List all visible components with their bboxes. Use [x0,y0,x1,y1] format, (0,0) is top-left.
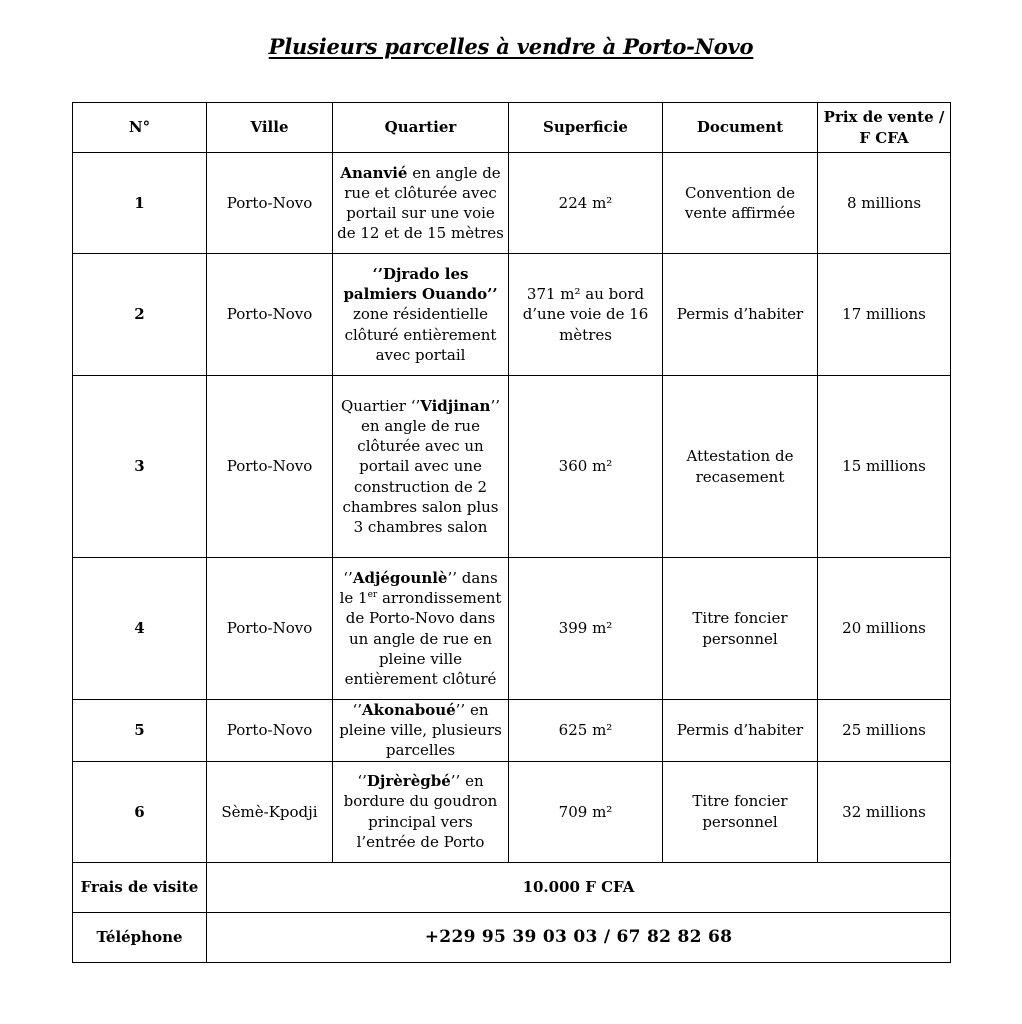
quartier-name: Djrèrègbé [366,772,451,791]
row-document: Convention de vente affirmée [663,153,818,254]
row-prix: 25 millions [818,700,951,762]
row-ville: Porto-Novo [207,558,333,700]
row-ville: Porto-Novo [207,153,333,254]
row-superficie: 360 m² [509,376,663,558]
row-document: Titre foncier personnel [663,761,818,862]
quartier-name: Adjégounlè [352,568,448,587]
quartier-name: Akonaboué [362,701,456,719]
quartier-prefix: ‘’ [343,568,353,587]
header-superficie: Superficie [509,103,663,153]
row-quartier [333,153,509,254]
table-row [73,558,951,700]
telephone-value: +229 95 39 03 03 / 67 82 82 68 [207,912,951,962]
header-num: N° [73,103,207,153]
quartier-name: Vidjinan [420,396,491,415]
row-num: 5 [73,700,207,762]
table-header-row [73,103,951,153]
table-row [73,761,951,862]
row-superficie: 224 m² [509,153,663,254]
row-num: 3 [73,376,207,558]
table-row [73,376,951,558]
row-ville: Porto-Novo [207,700,333,762]
ordinal-suffix: er [367,590,378,601]
quartier-name: ‘’Djrado les palmiers Ouando’’ [343,264,498,304]
table-row [73,153,951,254]
page-title: Plusieurs parcelles à vendre à Porto-Novo [268,34,754,59]
row-superficie: 399 m² [509,558,663,700]
telephone-label: Téléphone [73,912,207,962]
row-num: 6 [73,761,207,862]
frais-label: Frais de visite [73,862,207,912]
header-prix: Prix de vente / F CFA [818,103,951,153]
row-quartier [333,761,509,862]
quartier-middle: ’’ dans le 1 [339,568,498,608]
row-quartier [333,376,509,558]
quartier-prefix: Quartier ‘’ [340,396,421,415]
row-ville: Porto-Novo [207,376,333,558]
row-num: 4 [73,558,207,700]
quartier-prefix: ‘’ [352,701,363,719]
row-document: Attestation de recasement [663,376,818,558]
table-row [73,700,951,762]
quartier-name: Ananvié [340,163,408,182]
row-document: Permis d’habiter [663,700,818,762]
row-num: 2 [73,254,207,376]
table-row [73,254,951,376]
row-prix: 17 millions [818,254,951,376]
header-quartier: Quartier [333,103,509,153]
row-quartier [333,700,509,762]
row-quartier [333,558,509,700]
row-prix: 15 millions [818,376,951,558]
quartier-description: arrondissement de Porto-Novo dans un angle de rue en pleine ville entièrement clôturé [344,589,502,688]
row-ville: Sèmè-Kpodji [207,761,333,862]
quartier-description: en angle de rue et clôturée avec portail sur une voie de 12 et de 15 mètres [337,163,504,243]
row-superficie: 625 m² [509,700,663,762]
row-document: Permis d’habiter [663,254,818,376]
quartier-description: ’’ en bordure du goudron principal vers l’entrée de Porto [343,772,498,851]
row-prix: 32 millions [818,761,951,862]
row-superficie: 371 m² au bord d’une voie de 16 mètres [509,254,663,376]
row-prix: 20 millions [818,558,951,700]
row-num: 1 [73,153,207,254]
header-ville: Ville [207,103,333,153]
listing-table [72,102,951,963]
row-document: Titre foncier personnel [663,558,818,700]
row-prix: 8 millions [818,153,951,254]
quartier-prefix: ‘’ [357,772,367,791]
row-ville: Porto-Novo [207,254,333,376]
row-superficie: 709 m² [509,761,663,862]
quartier-description: ’’ en angle de rue clôturée avec un portail avec une construction de 2 chambres salon plus 3 chambres salon [342,396,500,536]
quartier-description: zone résidentielle clôturé entièrement avec portail [344,305,497,364]
frais-value: 10.000 F CFA [207,862,951,912]
frais-row [73,862,951,912]
header-document: Document [663,103,818,153]
row-quartier [333,254,509,376]
quartier-description: ’’ en pleine ville, plusieurs parcelles [339,701,502,760]
telephone-row [73,912,951,962]
